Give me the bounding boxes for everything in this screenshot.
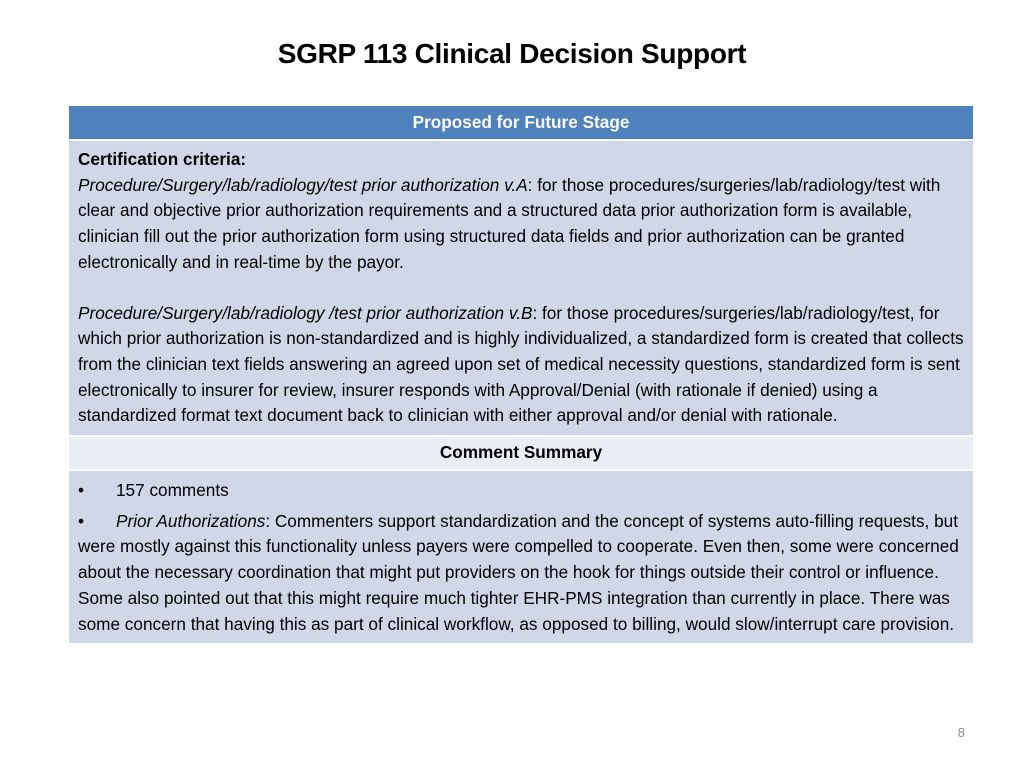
- criteria-heading: Certification criteria:: [78, 149, 247, 169]
- comment-detail-item: [78, 509, 964, 638]
- comment-count-item: [78, 478, 964, 504]
- item-b-text: : for those procedures/surgeries/lab/radiology/test, for which prior authorization is non-standardized and is highly individualized, a standardized form is created that collects from the clinician text fields answering an agreed upon set of medical necessity questions, standardized form is sent electronically to insurer for review, insurer responds with Approval/Denial (with rationale if denied) using a standardized format text document back to clinician with either approval and/or denial with rationale.: [78, 302, 964, 426]
- bullet-icon: •: [78, 480, 85, 501]
- criteria-table: [69, 106, 973, 643]
- page-number: 8: [957, 725, 965, 740]
- item-a-title: Procedure/Surgery/lab/radiology/test prior authorization v.A: [78, 174, 528, 195]
- slide-title: SGRP 113 Clinical Decision Support: [277, 38, 747, 69]
- criteria-item-a: [78, 173, 964, 276]
- item-b-title: Procedure/Surgery/lab/radiology /test prior authorization v.B: [78, 302, 533, 323]
- criteria-item-b: [78, 301, 964, 430]
- bullet-icon: •: [78, 510, 85, 531]
- comment-count: 157 comments: [116, 480, 229, 501]
- item-a-text: : for those procedures/surgeries/lab/radiology/test with clear and objective prior authorization requirements and a structured data prior authorization form is available, clinician fill out the prior authorization form using structured data fields and prior authorization can be granted electronically and in real-time by the payor.: [78, 174, 941, 272]
- table-header: Proposed for Future Stage: [69, 106, 973, 140]
- comment-text: : Commenters support standardization and the concept of systems auto-filling requests, but were mostly against this functionality unless payers were compelled to cooperate. Even then, some were concerned about the necessary coordination that might put providers on the hook for things outside their control or influence. Some also pointed out that this might require much tighter EHR-PMS integration than currently in place. There was some concern that having this as part of clinical workflow, as opposed to billing, would slow/interrupt care provision.: [78, 510, 959, 634]
- certification-criteria-cell: [69, 140, 973, 436]
- comment-summary-cell: [69, 470, 973, 643]
- comment-summary-header: Comment Summary: [69, 436, 973, 470]
- comment-topic: Prior Authorizations: [116, 510, 266, 531]
